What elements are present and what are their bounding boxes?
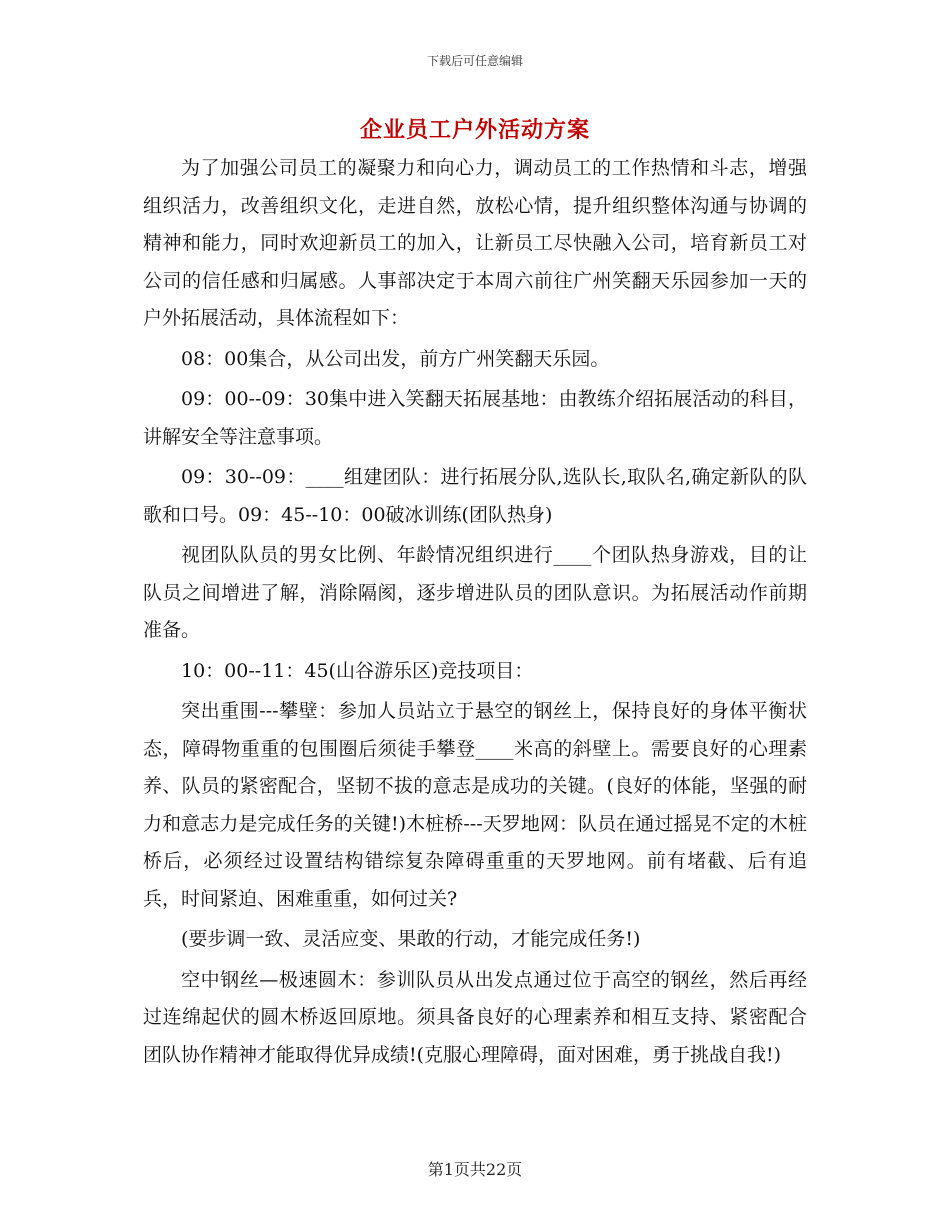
- page-header: 下载后可任意编辑: [426, 54, 523, 68]
- paragraph-schedule-0900: 09：00--09：30集中进入笑翻天拓展基地：由教练介绍拓展活动的科目，讲解安全等注意事项。: [143, 388, 807, 448]
- paragraph-schedule-0800: 08：00集合，从公司出发，前方广州笑翻天乐园。: [181, 347, 610, 370]
- document-title: 企业员工户外活动方案: [359, 117, 590, 143]
- paragraph-schedule-1000: 10：00--11：45(山谷游乐区)竞技项目：: [181, 659, 534, 682]
- document-body: [143, 150, 807, 1077]
- paragraph-teamwork-note: (要步调一致、灵活应变、果敢的行动，才能完成任务!): [181, 928, 641, 950]
- paragraph-highwire: 空中钢丝—极速圆木：参训队员从出发点通过位于高空的钢丝，然后再经过连绵起伏的圆木桥返回原地。须具备良好的心理素养和相互支持、紧密配合团队协作精神才能取得优异成绩!(克服心理障碍，面对困难，勇于挑战自我!): [143, 968, 807, 1066]
- paragraph-warmup: 视团队队员的男女比例、年龄情况组织进行____个团队热身游戏，目的让队员之间增进了解，消除隔阂，逐步增进队员的团队意识。为拓展活动作前期准备。: [143, 544, 807, 641]
- paragraph-schedule-0930: 09：30--09：____组建团队：进行拓展分队,选队长,取队名,确定新队的队歌和口号。09：45--10：00破冰训练(团队热身): [143, 466, 807, 526]
- paragraph-intro: 为了加强公司员工的凝聚力和向心力，调动员工的工作热情和斗志，增强组织活力，改善组织文化，走进自然，放松心情，提升组织整体沟通与协调的精神和能力，同时欢迎新员工的加入，让新员工尽快融入公司，培育新员工对公司的信任感和归属感。人事部决定于本周六前往广州笑翻天乐园参加一天的户外拓展活动，具体流程如下：: [143, 157, 807, 329]
- page-footer: 第1页共22页: [427, 1160, 523, 1179]
- paragraph-breakout: 突出重围---攀壁：参加人员站立于悬空的钢丝上，保持良好的身体平衡状态，障碍物重重的包围圈后须徒手攀登____米高的斜壁上。需要良好的心理素养、队员的紧密配合，坚韧不拔的意志是成功的关键。(良好的体能，坚强的耐力和意志力是完成任务的关键!)木桩桥---天罗地网：队员在通过摇晃不定的木桩桥后，必须经过设置结构错综复杂障碍重重的天罗地网。前有堵截、后有追兵，时间紧迫、困难重重，如何过关?: [143, 700, 807, 910]
